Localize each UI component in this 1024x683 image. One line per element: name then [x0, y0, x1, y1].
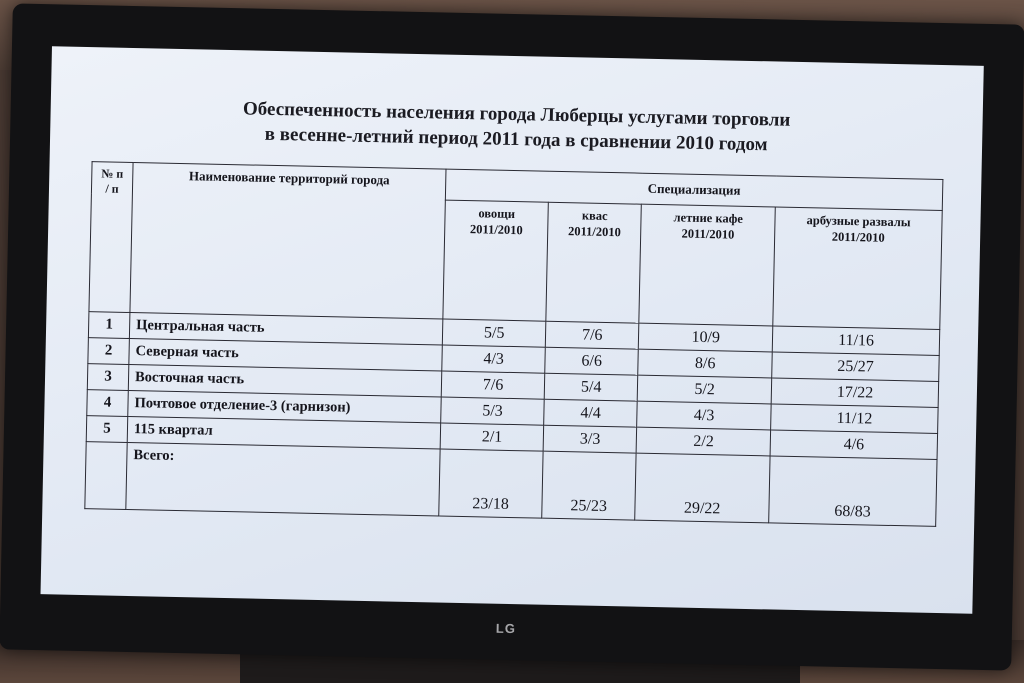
cell-vegetables: 4/3 [442, 345, 546, 373]
cell-watermelon-stalls: 11/16 [772, 326, 939, 355]
cell-watermelon-stalls: 4/6 [770, 430, 937, 459]
total-kvass: 25/23 [542, 451, 636, 520]
slide-title-line-1: Обеспеченность населения города Люберцы услугами торговли [242, 98, 791, 131]
cell-watermelon-stalls: 11/12 [771, 404, 938, 433]
lg-logo: LG [495, 620, 517, 637]
cell-kvass: 5/4 [544, 373, 638, 401]
row-territory: Восточная часть [128, 364, 441, 397]
cell-summer-cafe: 2/2 [636, 427, 770, 456]
cell-vegetables: 2/1 [440, 423, 544, 451]
total-label: Всего: [126, 442, 440, 516]
cell-summer-cafe: 10/9 [639, 323, 773, 352]
cell-kvass: 4/4 [544, 399, 638, 427]
header-summer-cafe: летние кафе 2011/2010 [639, 204, 775, 326]
slide-title [110, 94, 923, 161]
cell-vegetables: 5/5 [442, 319, 546, 347]
slide-title-line-2: в весенне-летний период 2011 года в сравнении 2010 годом [264, 123, 768, 156]
header-specialization: Специализация [445, 169, 943, 210]
cell-summer-cafe: 5/2 [637, 375, 771, 404]
total-watermelon-stalls: 68/83 [769, 456, 937, 526]
row-number: 1 [88, 312, 130, 339]
row-territory: 115 квартал [127, 416, 440, 449]
header-territory: Наименование территорий города [130, 163, 446, 320]
total-summer-cafe: 29/22 [635, 453, 770, 523]
header-watermelon-stalls: арбузные развалы 2011/2010 [773, 207, 942, 329]
header-kvass: квас 2011/2010 [546, 202, 641, 323]
cell-watermelon-stalls: 25/27 [772, 352, 939, 381]
row-number: 5 [86, 416, 128, 443]
row-territory: Центральная часть [129, 312, 442, 345]
header-vegetables: овощи 2011/2010 [443, 200, 549, 321]
row-number: 2 [88, 338, 130, 365]
cell-kvass: 3/3 [543, 425, 637, 453]
cell-vegetables: 7/6 [441, 371, 545, 399]
row-territory: Почтовое отделение-3 (гарнизон) [128, 390, 441, 423]
row-number-empty [85, 442, 127, 510]
cell-vegetables: 5/3 [441, 397, 545, 425]
cell-kvass: 6/6 [545, 347, 639, 375]
row-number: 4 [87, 390, 129, 417]
total-vegetables: 23/18 [439, 449, 544, 518]
cell-kvass: 7/6 [546, 321, 640, 349]
header-number: № п / п [89, 162, 133, 313]
statistics-table [84, 161, 943, 527]
cell-summer-cafe: 4/3 [637, 401, 771, 430]
cell-summer-cafe: 8/6 [638, 349, 772, 378]
row-number: 3 [87, 364, 129, 391]
tv-screen [41, 46, 984, 613]
row-territory: Северная часть [129, 338, 442, 371]
cell-watermelon-stalls: 17/22 [771, 378, 938, 407]
tv-monitor [0, 3, 1024, 670]
